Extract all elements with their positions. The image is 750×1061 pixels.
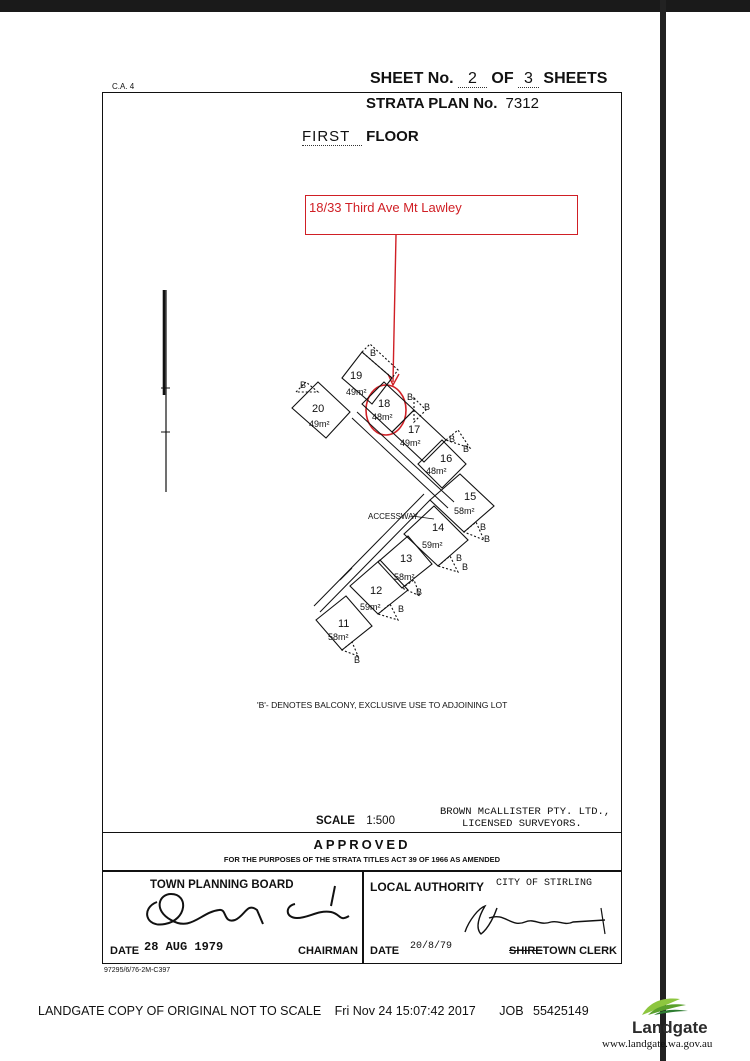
lot-17-number: 17 (408, 424, 421, 436)
balcony-marker: B (300, 380, 307, 390)
landgate-logo-icon (640, 995, 690, 1017)
sheet-prefix: SHEET No. (370, 70, 454, 87)
scale-value: 1:500 (366, 815, 395, 827)
balcony-marker: B (370, 348, 377, 358)
lot-19-area: 49m² (346, 387, 367, 397)
lot-12-number: 12 (370, 585, 383, 597)
lot-11-number: 11 (338, 618, 350, 630)
lot-11-area: 58m² (328, 632, 349, 642)
town-planning-date-value: 28 AUG 1979 (144, 940, 224, 954)
balcony-marker: B (462, 562, 469, 572)
lot-13-area: 58m² (394, 572, 415, 582)
lot-12-area: 59m² (360, 602, 381, 612)
scale-block (316, 815, 395, 827)
lot-18-area: 48m² (372, 412, 393, 422)
local-authority-date-value: 20/8/79 (410, 941, 453, 952)
lot-20-number: 20 (312, 403, 325, 415)
local-authority-date-label: DATE (370, 945, 400, 957)
balcony-marker: B (398, 604, 405, 614)
approval-subtitle: FOR THE PURPOSES OF THE STRATA TITLES ACT 39 OF 1966 AS AMENDED (223, 855, 501, 864)
print-code: 97295/6/76-2M-C397 (104, 967, 171, 974)
local-authority-name: CITY OF STIRLING (496, 878, 593, 889)
lot-13-number: 13 (400, 553, 413, 565)
form-code: C.A. 4 (112, 82, 135, 91)
balcony-marker: B (480, 522, 487, 532)
strata-plan-number: 7312 (505, 95, 539, 112)
lot-15-area: 58m² (454, 506, 475, 516)
sheet-suffix: SHEETS (543, 70, 608, 87)
lot-19-number: 19 (350, 370, 363, 382)
shire-struck: SHIRE (509, 945, 543, 957)
approval-title: APPROVED (313, 837, 411, 852)
sheet-total: 3 (518, 70, 539, 88)
local-authority-role-block (509, 945, 617, 957)
landgate-brand: Landgate (632, 1018, 708, 1037)
annotation-leader (393, 235, 396, 382)
landgate-website[interactable]: www.landgate.wa.gov.au (602, 1038, 713, 1050)
strata-plan-label: STRATA PLAN No. (366, 95, 498, 112)
address-annotation-text: 18/33 Third Ave Mt Lawley (309, 200, 462, 215)
lot-14-number: 14 (432, 522, 445, 534)
surveyor-role: LICENSED SURVEYORS. (462, 818, 582, 830)
job-label: JOB (499, 1004, 524, 1018)
balcony-marker: B (463, 444, 470, 454)
floor-fill: FIRST (302, 128, 362, 146)
job-number: 55425149 (533, 1004, 589, 1018)
town-clerk-signature (455, 898, 615, 944)
balcony-marker: B (407, 392, 414, 402)
local-authority-title: LOCAL AUTHORITY (370, 880, 484, 894)
copy-note: LANDGATE COPY OF ORIGINAL NOT TO SCALE (38, 1004, 322, 1018)
balcony-marker: B (456, 553, 463, 563)
sheet-of: OF (491, 70, 514, 87)
town-planning-title: TOWN PLANNING BOARD (150, 879, 294, 891)
balcony-marker: B (424, 402, 431, 412)
lot-18-highlight (366, 385, 406, 435)
balcony-marker: B (354, 655, 361, 665)
floor-label: FLOOR (366, 128, 419, 145)
lot-15-number: 15 (464, 491, 477, 503)
balcony-marker: B (416, 587, 423, 597)
footer-line (38, 1004, 589, 1018)
local-authority-role: TOWN CLERK (542, 945, 617, 957)
lot-14-area: 59m² (422, 540, 443, 550)
accessway-label: ACCESSWAY (368, 512, 419, 521)
surveyor-firm: BROWN McALLISTER PTY. LTD., (440, 806, 611, 818)
balcony-legend-note: 'B'- DENOTES BALCONY, EXCLUSIVE USE TO ADJOINING LOT (257, 700, 508, 710)
town-planning-role: CHAIRMAN (298, 945, 358, 957)
balcony-marker: B (449, 434, 456, 444)
approval-box (102, 832, 622, 870)
sheet-number: 2 (458, 70, 487, 88)
signature-divider (362, 872, 364, 964)
town-planning-date-label: DATE (110, 945, 140, 957)
balcony-marker: B (484, 534, 491, 544)
lot-16-number: 16 (440, 453, 453, 465)
scale-label: SCALE (316, 815, 355, 827)
lot-17-area: 49m² (400, 438, 421, 448)
timestamp: Fri Nov 24 15:07:42 2017 (334, 1004, 476, 1018)
lot-16-area: 48m² (426, 466, 447, 476)
lot-18-number: 18 (378, 398, 391, 410)
chairman-signature (135, 880, 355, 944)
lot-20-area: 49m² (309, 419, 330, 429)
